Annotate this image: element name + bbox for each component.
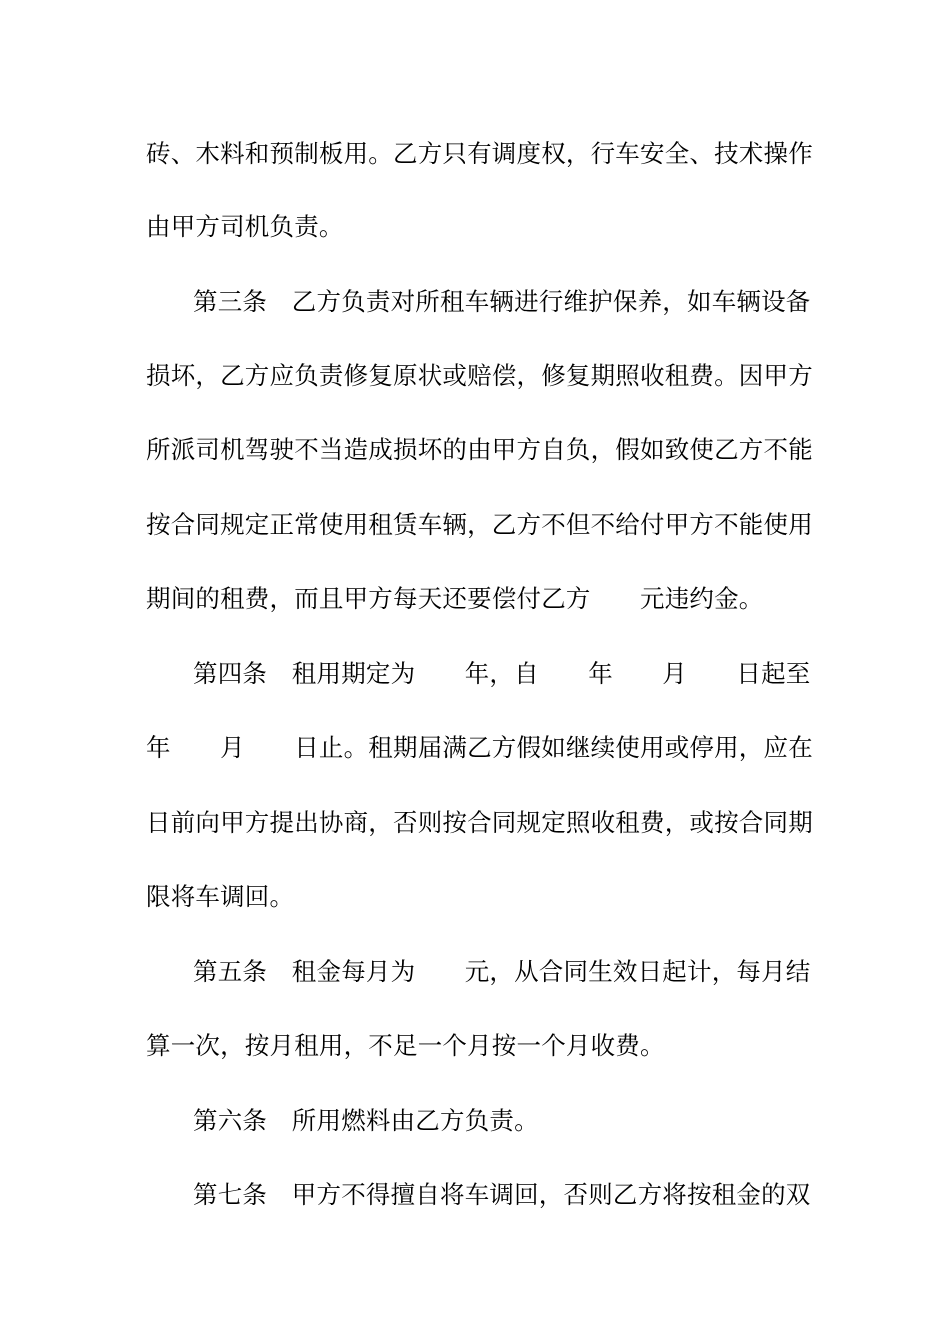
- text-line: 按合同规定正常使用租赁车辆，乙方不但不给付甲方不能使用: [146, 510, 813, 539]
- text-line: 由甲方司机负责。: [146, 212, 344, 241]
- text-line: 砖、木料和预制板用。乙方只有调度权，行车安全、技术操作: [146, 139, 813, 168]
- text-line: 年 月 日止。租期届满乙方假如继续使用或停用，应在: [146, 733, 813, 762]
- article-5-heading-line: 第五条 租金每月为 元，从合同生效日起计，每月结: [193, 957, 811, 986]
- text-line: 所派司机驾驶不当造成损坏的由甲方自负，假如致使乙方不能: [146, 435, 813, 464]
- text-line: 算一次，按月租用，不足一个月按一个月收费。: [146, 1031, 665, 1060]
- text-line: 限将车调回。: [146, 882, 295, 911]
- text-line: 日前向甲方提出协商，否则按合同规定照收租费，或按合同期: [146, 808, 813, 837]
- article-7-heading-line: 第七条 甲方不得擅自将车调回，否则乙方将按租金的双: [193, 1180, 811, 1209]
- text-line: 损坏，乙方应负责修复原状或赔偿，修复期照收租费。因甲方: [146, 361, 813, 390]
- article-3-heading-line: 第三条 乙方负责对所租车辆进行维护保养，如车辆设备: [193, 287, 811, 316]
- article-4-heading-line: 第四条 租用期定为 年，自 年 月 日起至: [193, 659, 811, 688]
- article-6-heading-line: 第六条 所用燃料由乙方负责。: [193, 1106, 539, 1135]
- text-line: 期间的租费，而且甲方每天还要偿付乙方 元违约金。: [146, 584, 764, 613]
